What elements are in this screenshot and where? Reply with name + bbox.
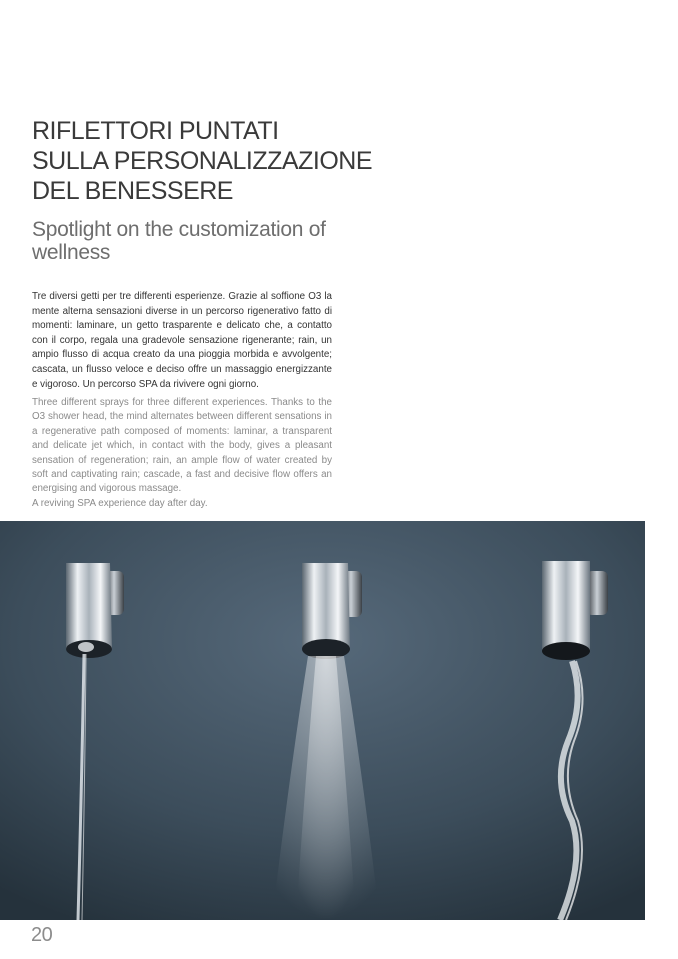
headline — [32, 116, 432, 206]
headline-line-3: DEL BENESSERE — [32, 177, 233, 205]
subtitle: Spotlight on the customization of wellness — [32, 218, 326, 264]
headline-line-1: RIFLETTORI PUNTATI — [32, 117, 279, 145]
body-english-main: Three different sprays for three different experiences. Thanks to the O3 shower head, the mind alternates between different sensations in a regenerative path composed of moments: laminar, a transparent and delicate jet which, in contact with the body, gives a pleasant sensation of regeneration; rain, an ample flow of water created by soft and captivating rain; cascade, a fast and decisive flow offers an energising and vigorous massage. — [32, 397, 332, 495]
body-italian: Tre diversi getti per tre differenti esperienze. Grazie al soffione O3 la mente alterna sensazioni diverse in un percorso rigenerativo fatto di momenti: laminare, un getto trasparente e delicato che, a contatto con il corpo, regala una gradevole sensazione rigenerante; rain, un ampio flusso di acqua creato da una pioggia morbida e avvolgente; cascata, un flusso veloce e deciso offre un massaggio energizzante e vigoroso. Un percorso SPA da rivivere ogni giorno. — [32, 291, 332, 390]
shower-heads-photo — [0, 521, 645, 920]
body-english-closing: A reviving SPA experience day after day. — [32, 497, 208, 509]
page-number: 20 — [31, 924, 53, 946]
body-english — [32, 396, 332, 511]
headline-line-2: SULLA PERSONALIZZAZIONE — [32, 147, 372, 175]
photo-illustration — [0, 521, 645, 920]
